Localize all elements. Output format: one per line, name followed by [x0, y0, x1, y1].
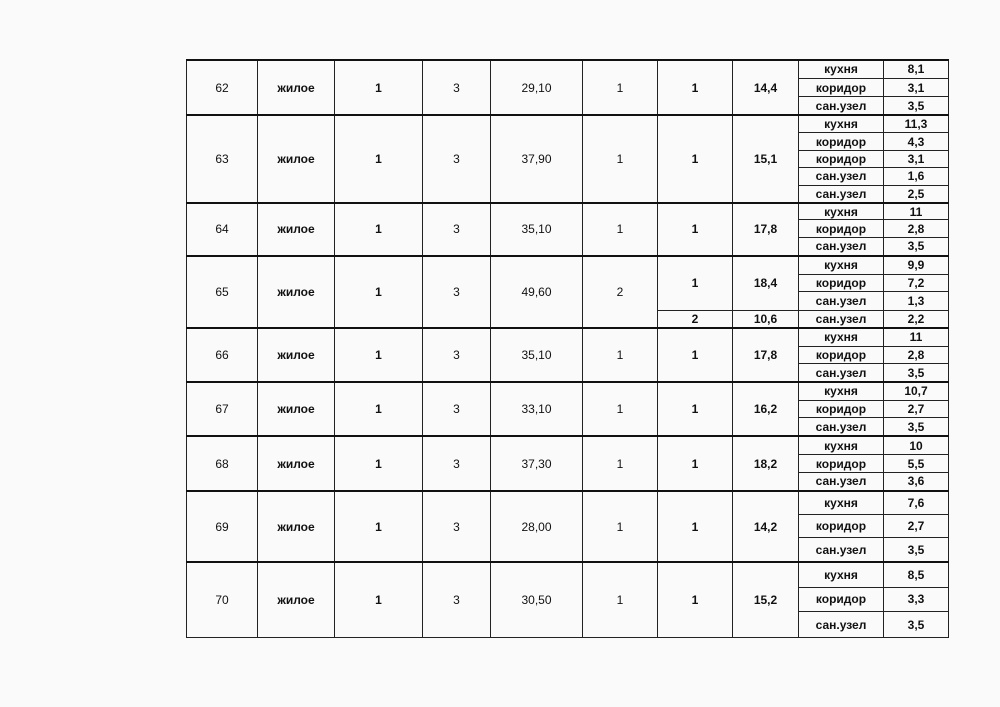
- table-row: [187, 436, 949, 454]
- auxiliary-room-name-cell: кухня: [799, 562, 884, 587]
- auxiliary-room-area-cell: 7,6: [884, 491, 949, 515]
- living-room-area-cell: 15,2: [733, 562, 799, 637]
- floor-cell: 1: [335, 562, 423, 637]
- rooms-count-cell: 1: [583, 203, 658, 256]
- total-area-cell: 33,10: [491, 382, 583, 436]
- auxiliary-room-area-cell: 2,8: [884, 220, 949, 237]
- auxiliary-room-name-cell: кухня: [799, 115, 884, 132]
- living-room-number-cell: 2: [658, 310, 733, 327]
- floor-cell: 1: [335, 60, 423, 115]
- column-4-cell: 3: [423, 328, 491, 382]
- auxiliary-room-area-cell: 2,8: [884, 346, 949, 363]
- apartment-number-cell: 64: [187, 203, 258, 256]
- premises-type-cell: жилое: [258, 60, 335, 115]
- auxiliary-room-area-cell: 3,5: [884, 364, 949, 382]
- total-area-cell: 37,90: [491, 115, 583, 202]
- rooms-count-cell: 1: [583, 60, 658, 115]
- premises-type-cell: жилое: [258, 256, 335, 328]
- living-room-area-cell: 18,2: [733, 436, 799, 490]
- apartment-number-cell: 68: [187, 436, 258, 490]
- table-row: [187, 115, 949, 132]
- auxiliary-room-name-cell: коридор: [799, 514, 884, 538]
- auxiliary-room-area-cell: 11: [884, 328, 949, 346]
- living-room-number-cell: 1: [658, 60, 733, 115]
- auxiliary-room-name-cell: сан.узел: [799, 168, 884, 185]
- living-room-number-cell: 1: [658, 491, 733, 563]
- column-4-cell: 3: [423, 115, 491, 202]
- living-room-area-cell: 17,8: [733, 328, 799, 382]
- rooms-count-cell: 1: [583, 328, 658, 382]
- auxiliary-room-area-cell: 2,7: [884, 400, 949, 417]
- apartment-number-cell: 69: [187, 491, 258, 563]
- column-4-cell: 3: [423, 436, 491, 490]
- auxiliary-room-area-cell: 3,5: [884, 612, 949, 638]
- auxiliary-room-name-cell: сан.узел: [799, 185, 884, 202]
- auxiliary-room-name-cell: сан.узел: [799, 310, 884, 327]
- premises-type-cell: жилое: [258, 562, 335, 637]
- auxiliary-room-area-cell: 10: [884, 436, 949, 454]
- table-row: [187, 256, 949, 274]
- auxiliary-room-area-cell: 2,5: [884, 185, 949, 202]
- living-room-number-cell: 1: [658, 115, 733, 202]
- auxiliary-room-area-cell: 5,5: [884, 455, 949, 472]
- living-room-area-cell: 15,1: [733, 115, 799, 202]
- living-room-number-cell: 1: [658, 256, 733, 310]
- living-room-number-cell: 1: [658, 382, 733, 436]
- living-room-area-cell: 16,2: [733, 382, 799, 436]
- auxiliary-room-name-cell: коридор: [799, 150, 884, 167]
- auxiliary-room-area-cell: 3,5: [884, 237, 949, 255]
- floor-cell: 1: [335, 115, 423, 202]
- auxiliary-room-area-cell: 1,6: [884, 168, 949, 185]
- auxiliary-room-name-cell: кухня: [799, 491, 884, 515]
- premises-type-cell: жилое: [258, 436, 335, 490]
- auxiliary-room-name-cell: кухня: [799, 436, 884, 454]
- total-area-cell: 28,00: [491, 491, 583, 563]
- premises-type-cell: жилое: [258, 491, 335, 563]
- table-row: [187, 328, 949, 346]
- auxiliary-room-area-cell: 3,6: [884, 472, 949, 490]
- auxiliary-room-name-cell: коридор: [799, 133, 884, 150]
- table-row: [187, 562, 949, 587]
- auxiliary-room-name-cell: коридор: [799, 400, 884, 417]
- auxiliary-room-name-cell: сан.узел: [799, 97, 884, 115]
- auxiliary-room-name-cell: сан.узел: [799, 364, 884, 382]
- premises-type-cell: жилое: [258, 328, 335, 382]
- total-area-cell: 29,10: [491, 60, 583, 115]
- auxiliary-room-name-cell: коридор: [799, 587, 884, 612]
- auxiliary-room-name-cell: коридор: [799, 346, 884, 363]
- table-body: [187, 60, 949, 638]
- table-row: [187, 203, 949, 220]
- living-room-number-cell: 1: [658, 328, 733, 382]
- total-area-cell: 37,30: [491, 436, 583, 490]
- auxiliary-room-name-cell: коридор: [799, 220, 884, 237]
- premises-type-cell: жилое: [258, 115, 335, 202]
- rooms-count-cell: 1: [583, 436, 658, 490]
- living-room-number-cell: 1: [658, 436, 733, 490]
- rooms-count-cell: 2: [583, 256, 658, 328]
- rooms-count-cell: 1: [583, 562, 658, 637]
- auxiliary-room-name-cell: сан.узел: [799, 418, 884, 436]
- living-room-area-cell: 10,6: [733, 310, 799, 327]
- living-room-area-cell: 17,8: [733, 203, 799, 256]
- auxiliary-room-name-cell: сан.узел: [799, 612, 884, 638]
- auxiliary-room-area-cell: 8,1: [884, 60, 949, 78]
- total-area-cell: 30,50: [491, 562, 583, 637]
- auxiliary-room-name-cell: коридор: [799, 274, 884, 291]
- floor-cell: 1: [335, 382, 423, 436]
- living-room-number-cell: 1: [658, 203, 733, 256]
- rooms-count-cell: 1: [583, 382, 658, 436]
- auxiliary-room-area-cell: 3,3: [884, 587, 949, 612]
- apartment-number-cell: 67: [187, 382, 258, 436]
- auxiliary-room-name-cell: кухня: [799, 328, 884, 346]
- auxiliary-room-area-cell: 10,7: [884, 382, 949, 400]
- total-area-cell: 49,60: [491, 256, 583, 328]
- column-4-cell: 3: [423, 491, 491, 563]
- column-4-cell: 3: [423, 562, 491, 637]
- floor-cell: 1: [335, 203, 423, 256]
- auxiliary-room-name-cell: сан.узел: [799, 538, 884, 563]
- auxiliary-room-name-cell: кухня: [799, 382, 884, 400]
- apartment-number-cell: 63: [187, 115, 258, 202]
- living-room-area-cell: 14,4: [733, 60, 799, 115]
- floor-cell: 1: [335, 491, 423, 563]
- living-room-number-cell: 1: [658, 562, 733, 637]
- floor-cell: 1: [335, 436, 423, 490]
- auxiliary-room-area-cell: 3,5: [884, 538, 949, 563]
- auxiliary-room-name-cell: кухня: [799, 60, 884, 78]
- auxiliary-room-area-cell: 8,5: [884, 562, 949, 587]
- auxiliary-room-area-cell: 7,2: [884, 274, 949, 291]
- floor-cell: 1: [335, 328, 423, 382]
- auxiliary-room-area-cell: 2,2: [884, 310, 949, 327]
- rooms-count-cell: 1: [583, 115, 658, 202]
- auxiliary-room-area-cell: 3,5: [884, 97, 949, 115]
- auxiliary-room-name-cell: кухня: [799, 203, 884, 220]
- table-row: [187, 60, 949, 78]
- auxiliary-room-area-cell: 11: [884, 203, 949, 220]
- column-4-cell: 3: [423, 256, 491, 328]
- auxiliary-room-area-cell: 1,3: [884, 292, 949, 310]
- apartment-number-cell: 62: [187, 60, 258, 115]
- table-row: [187, 491, 949, 515]
- auxiliary-room-name-cell: кухня: [799, 256, 884, 274]
- apartment-number-cell: 70: [187, 562, 258, 637]
- living-room-area-cell: 14,2: [733, 491, 799, 563]
- apartment-number-cell: 66: [187, 328, 258, 382]
- auxiliary-room-name-cell: коридор: [799, 455, 884, 472]
- auxiliary-room-name-cell: сан.узел: [799, 237, 884, 255]
- total-area-cell: 35,10: [491, 328, 583, 382]
- auxiliary-room-name-cell: сан.узел: [799, 472, 884, 490]
- premises-type-cell: жилое: [258, 382, 335, 436]
- premises-type-cell: жилое: [258, 203, 335, 256]
- auxiliary-room-area-cell: 3,1: [884, 78, 949, 96]
- apartments-table: [186, 59, 949, 638]
- living-room-area-cell: 18,4: [733, 256, 799, 310]
- auxiliary-room-name-cell: коридор: [799, 78, 884, 96]
- auxiliary-room-name-cell: сан.узел: [799, 292, 884, 310]
- floor-cell: 1: [335, 256, 423, 328]
- column-4-cell: 3: [423, 203, 491, 256]
- auxiliary-room-area-cell: 3,5: [884, 418, 949, 436]
- auxiliary-room-area-cell: 4,3: [884, 133, 949, 150]
- apartment-number-cell: 65: [187, 256, 258, 328]
- auxiliary-room-area-cell: 2,7: [884, 514, 949, 538]
- table-row: [187, 382, 949, 400]
- total-area-cell: 35,10: [491, 203, 583, 256]
- column-4-cell: 3: [423, 60, 491, 115]
- rooms-count-cell: 1: [583, 491, 658, 563]
- auxiliary-room-area-cell: 3,1: [884, 150, 949, 167]
- column-4-cell: 3: [423, 382, 491, 436]
- auxiliary-room-area-cell: 11,3: [884, 115, 949, 132]
- auxiliary-room-area-cell: 9,9: [884, 256, 949, 274]
